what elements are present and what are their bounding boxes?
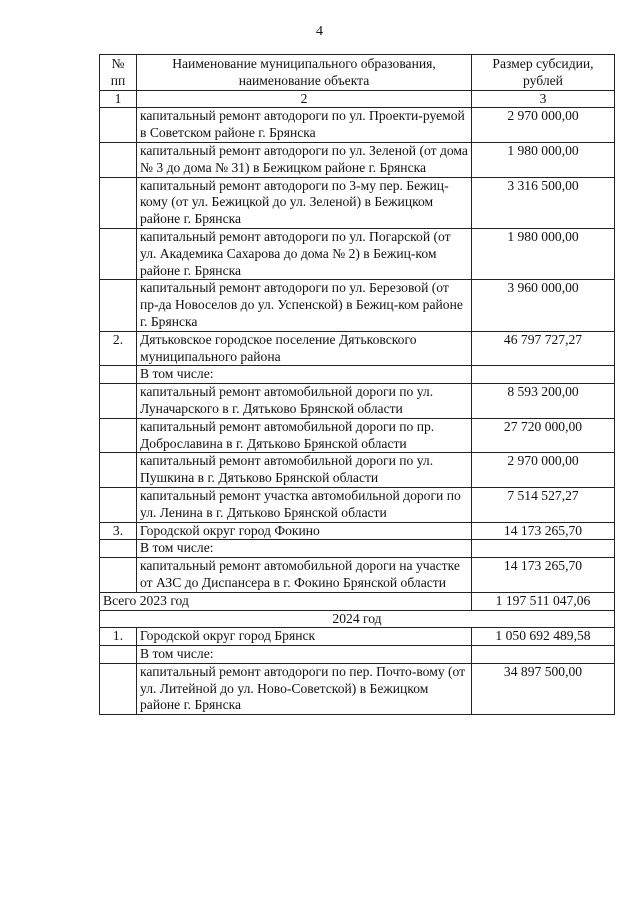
header-index-amount: 3 (472, 90, 615, 108)
row-name: капитальный ремонт автодороги по 3-му пер. Бежиц-кому (от ул. Бежицкой до ул. Зеленой) в Бежицком районе г. Брянска (137, 177, 472, 228)
table-row (100, 280, 615, 331)
header-amount: Размер субсидии, рублей (472, 55, 615, 91)
row-number (100, 108, 137, 143)
row-name: капитальный ремонт автодороги по ул. Проекти-руемой в Советском районе г. Брянска (137, 108, 472, 143)
row-number (100, 487, 137, 522)
header-index-row (100, 90, 615, 108)
row-amount: 46 797 727,27 (472, 331, 615, 366)
table-row (100, 418, 615, 453)
row-name: капитальный ремонт автодороги по ул. Зеленой (от дома № 3 до дома № 31) в Бежицком районе г. Брянска (137, 142, 472, 177)
total-amount: 1 197 511 047,06 (472, 592, 615, 610)
table-row (100, 453, 615, 488)
row-name: капитальный ремонт автомобильной дороги по ул. Луначарского в г. Дятьково Брянской области (137, 384, 472, 419)
row-amount: 3 960 000,00 (472, 280, 615, 331)
row-name: В том числе: (137, 646, 472, 664)
year-label: 2024 год (100, 610, 615, 628)
table-row (100, 228, 615, 279)
header-index-name: 2 (137, 90, 472, 108)
row-amount (472, 646, 615, 664)
row-number (100, 453, 137, 488)
table-row (100, 142, 615, 177)
row-number (100, 558, 137, 593)
table-row (100, 558, 615, 593)
row-number: 3. (100, 522, 137, 540)
table-row (100, 646, 615, 664)
row-number (100, 384, 137, 419)
row-name: капитальный ремонт автодороги по ул. Березовой (от пр-да Новоселов до ул. Успенской) в Бежиц-ком районе г. Брянска (137, 280, 472, 331)
table-header-row (100, 55, 615, 91)
row-amount: 14 173 265,70 (472, 522, 615, 540)
total-label: Всего 2023 год (100, 592, 472, 610)
row-number (100, 142, 137, 177)
row-name: В том числе: (137, 366, 472, 384)
table-row (100, 663, 615, 714)
table-row (100, 628, 615, 646)
row-number (100, 540, 137, 558)
row-amount: 1 050 692 489,58 (472, 628, 615, 646)
row-name: капитальный ремонт автодороги по пер. Почто-вому (от ул. Литейной до ул. Ново-Советской) в Бежицком районе г. Брянска (137, 663, 472, 714)
row-name: капитальный ремонт участка автомобильной дороги по ул. Ленина в г. Дятьково Брянской области (137, 487, 472, 522)
row-name: капитальный ремонт автомобильной дороги по ул. Пушкина в г. Дятьково Брянской области (137, 453, 472, 488)
header-index-num: 1 (100, 90, 137, 108)
row-amount: 1 980 000,00 (472, 228, 615, 279)
year-row (100, 610, 615, 628)
row-number: 2. (100, 331, 137, 366)
table-row (100, 331, 615, 366)
row-name: капитальный ремонт автодороги по ул. Погарской (от ул. Академика Сахарова до дома № 2) в Бежиц-ком районе г. Брянска (137, 228, 472, 279)
row-amount: 27 720 000,00 (472, 418, 615, 453)
row-amount: 7 514 527,27 (472, 487, 615, 522)
row-number (100, 663, 137, 714)
page-number: 4 (316, 24, 323, 39)
row-amount: 3 316 500,00 (472, 177, 615, 228)
table-row (100, 108, 615, 143)
row-name: капитальный ремонт автомобильной дороги по пр. Доброславина в г. Дятьково Брянской области (137, 418, 472, 453)
table-row (100, 540, 615, 558)
row-name: В том числе: (137, 540, 472, 558)
row-number (100, 646, 137, 664)
row-name: Городской округ город Фокино (137, 522, 472, 540)
row-number (100, 366, 137, 384)
row-number (100, 228, 137, 279)
row-number: 1. (100, 628, 137, 646)
row-number (100, 177, 137, 228)
row-amount: 2 970 000,00 (472, 108, 615, 143)
row-number (100, 280, 137, 331)
subsidy-table (99, 54, 615, 715)
table-row (100, 522, 615, 540)
row-amount: 1 980 000,00 (472, 142, 615, 177)
table-body (100, 108, 615, 715)
row-amount (472, 366, 615, 384)
row-name: Дятьковское городское поселение Дятьковского муниципального района (137, 331, 472, 366)
header-num: № пп (100, 55, 137, 91)
total-row (100, 592, 615, 610)
row-amount: 34 897 500,00 (472, 663, 615, 714)
row-amount: 8 593 200,00 (472, 384, 615, 419)
row-number (100, 418, 137, 453)
row-amount (472, 540, 615, 558)
table-row (100, 366, 615, 384)
row-amount: 2 970 000,00 (472, 453, 615, 488)
row-name: Городской округ город Брянск (137, 628, 472, 646)
row-name: капитальный ремонт автомобильной дороги на участке от АЗС до Диспансера в г. Фокино Брянской области (137, 558, 472, 593)
table-row (100, 384, 615, 419)
table-row (100, 487, 615, 522)
table-row (100, 177, 615, 228)
row-amount: 14 173 265,70 (472, 558, 615, 593)
header-name: Наименование муниципального образования, наименование объекта (137, 55, 472, 91)
